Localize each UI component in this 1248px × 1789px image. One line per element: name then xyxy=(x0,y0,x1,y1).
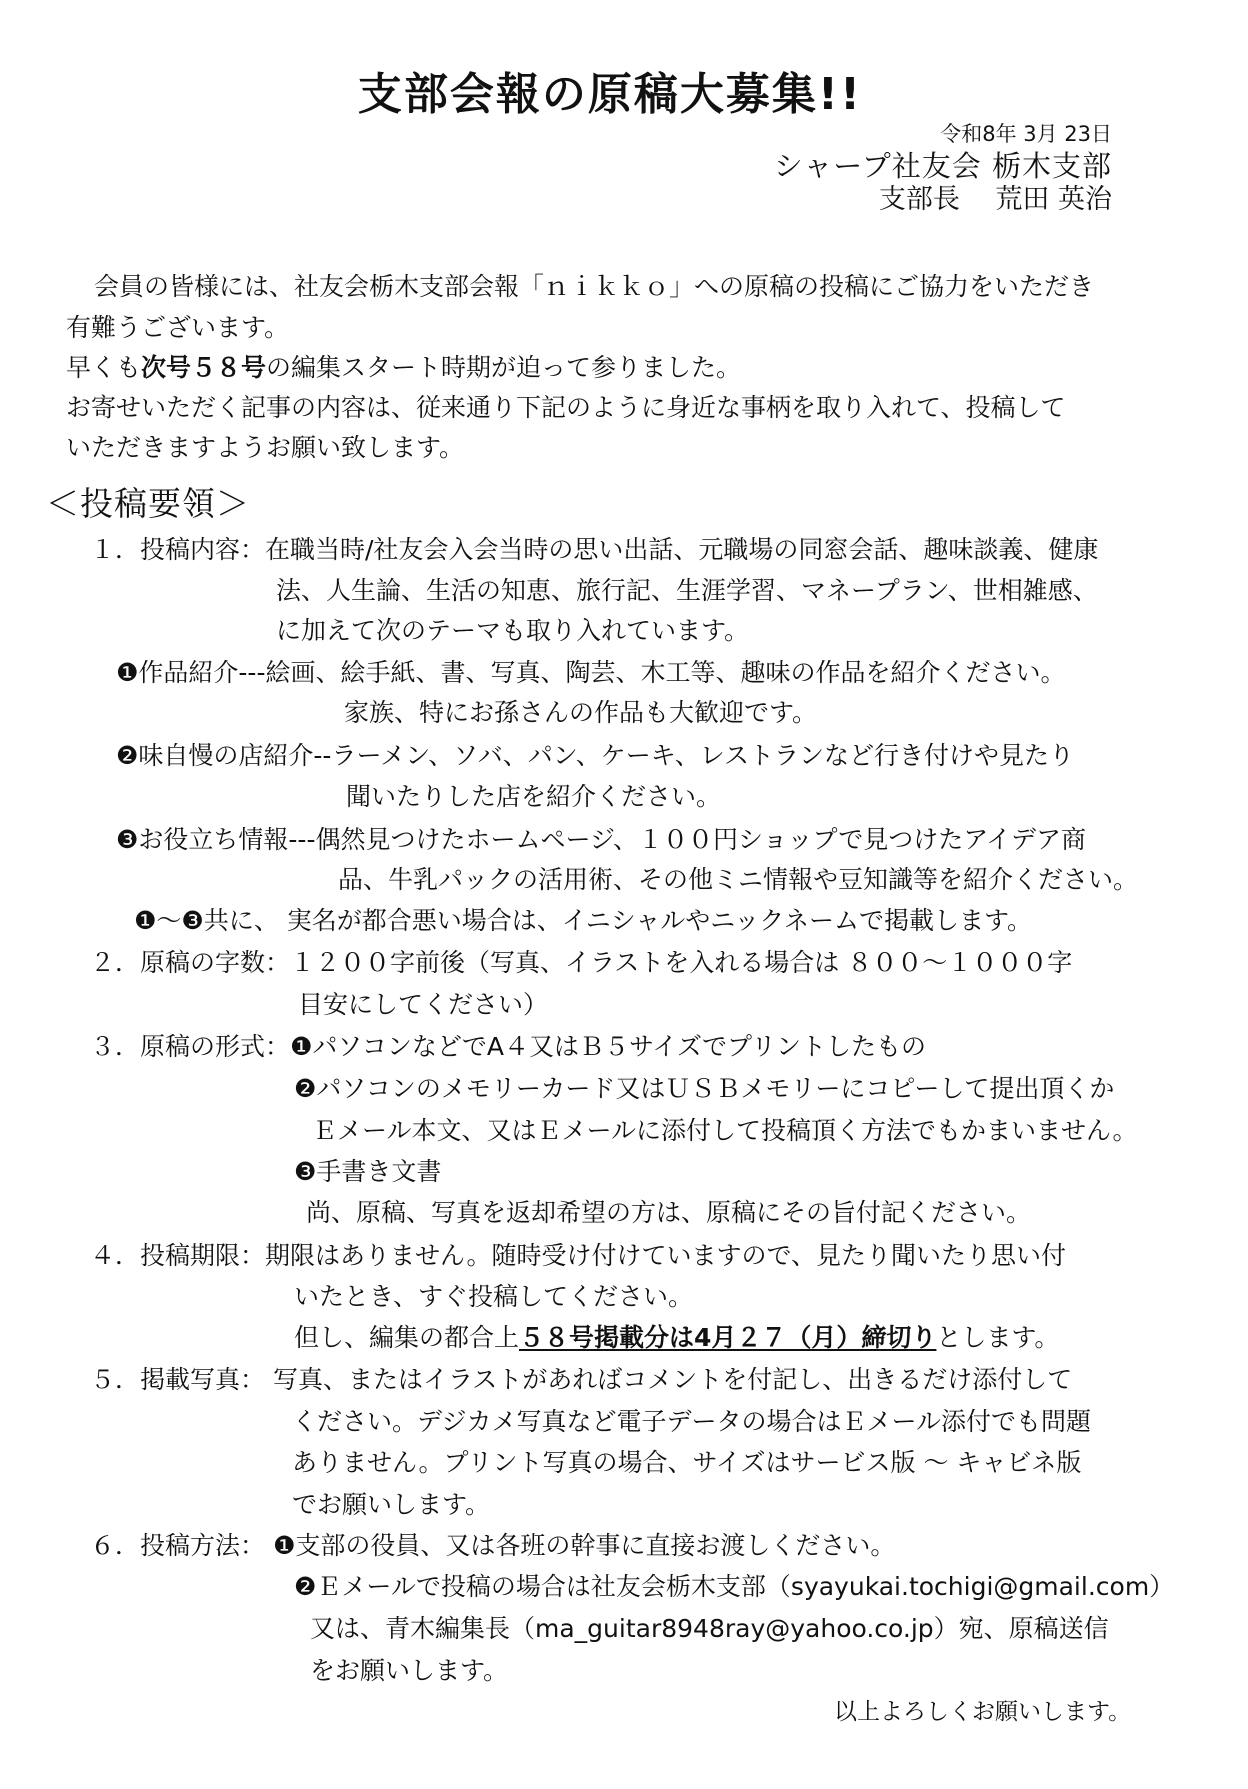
item2-line-2: 目安にしてください） xyxy=(298,990,549,1019)
item3-line-5: 尚、原稿、写真を返却希望の方は、原稿にその旨付記ください。 xyxy=(306,1198,1032,1227)
item5-line-1: ５．掲載写真： 写真、またはイラストがあればコメントを付記し、出きるだけ添付して xyxy=(90,1365,1073,1394)
intro-line-5: いただきますようお願い致します。 xyxy=(66,433,465,462)
item1-line-2: 法、人生論、生活の知恵、旅行記、生涯学習、マネープラン、世相雑感、 xyxy=(276,576,1098,605)
item3-line-2: ❷パソコンのメモリーカード又はＵＳＢメモリーにコピーして提出頂くか xyxy=(294,1074,1115,1103)
item1-line-3: に加えて次のテーマも取り入れています。 xyxy=(276,616,750,645)
item2-line-1: ２．原稿の字数：１２００字前後（写真、イラストを入れる場合は ８００～１０００字 xyxy=(90,948,1073,977)
page-title: 支部会報の原稿大募集!! xyxy=(357,69,863,120)
next-issue-highlight: 次号５８号 xyxy=(141,353,267,382)
intro-line-3-post: の編集スタート時期が迫って参りました。 xyxy=(266,353,742,382)
intro-line-2: 有難うございます。 xyxy=(66,313,290,342)
item6-line-3: 又は、青木編集長（ma_guitar8948ray@yahoo.co.jp）宛、原稿送信 xyxy=(310,1614,1109,1643)
item3-line-3: Ｅメール本文、又はＥメールに添付して投稿頂く方法でもかまいません。 xyxy=(312,1116,1138,1145)
item1-sub3-line-2: 品、牛乳パックの活用術、その他ミニ情報や豆知識等を紹介ください。 xyxy=(338,865,1139,894)
item1-sub1-line-2: 家族、特にお孫さんの作品も大歓迎です。 xyxy=(344,698,818,727)
item5-line-3: ありません。プリント写真の場合、サイズはサービス版 ～ キャビネ版 xyxy=(292,1448,1082,1477)
item1-line-1: １．投稿内容：在職当時/社友会入会当時の思い出話、元職場の同窓会話、趣味談義、健康 xyxy=(90,535,1099,564)
item4-line-1: ４．投稿期限：期限はありません。随時受け付けていますので、見たり聞いたり思い付 xyxy=(90,1241,1067,1270)
item3-line-1: ３．原稿の形式：❶パソコンなどでA４又はＢ５サイズでプリントしたもの xyxy=(90,1032,927,1061)
item6-line-4: をお願いします。 xyxy=(310,1656,509,1685)
closing-text: 以上よろしくお願いします。 xyxy=(834,1699,1132,1725)
item4-line-3-post: とします。 xyxy=(936,1323,1060,1352)
item4-line-3-pre: 但し、編集の都合上 xyxy=(294,1323,520,1352)
item1-note: ❶～❸共に、 実名が都合悪い場合は、イニシャルやニックネームで掲載します。 xyxy=(134,906,1033,935)
item5-line-4: でお願いします。 xyxy=(292,1490,491,1519)
item1-sub1-line-1: ❶作品紹介---絵画、絵手紙、書、写真、陶芸、木工等、趣味の作品を紹介ください。 xyxy=(116,658,1066,687)
item5-line-2: ください。デジカメ写真など電子データの場合はＥメール添付でも問題 xyxy=(292,1407,1092,1436)
item1-sub3-line-1: ❸お役立ち情報---偶然見つけたホームページ、１００円ショップで見つけたアイデア商 xyxy=(116,825,1086,854)
intro-line-3-pre: 早くも xyxy=(66,353,142,382)
item3-line-4: ❸手書き文書 xyxy=(294,1157,442,1186)
branch-head: 支部長 荒田 英治 xyxy=(878,184,1112,215)
item6-line-2: ❷Ｅメールで投稿の場合は社友会栃木支部（syayukai.tochigi@gmail.com） xyxy=(294,1572,1175,1601)
section-heading: ＜投稿要領＞ xyxy=(46,484,250,523)
intro-line-1: 会員の皆様には、社友会栃木支部会報「ｎｉｋｋｏ」への原稿の投稿にご協力をいただき xyxy=(94,272,1095,301)
item1-sub2-line-2: 聞いたりした店を紹介ください。 xyxy=(346,782,722,811)
intro-line-4: お寄せいただく記事の内容は、従来通り下記のように身近な事柄を取り入れて、投稿して xyxy=(66,393,1066,422)
intro-line-3 xyxy=(66,353,741,383)
item6-line-1: ６．投稿方法： ❶支部の役員、又は各班の幹事に直接お渡しください。 xyxy=(90,1531,896,1560)
deadline-highlight: ５８号掲載分は4月２７（月）締切り xyxy=(519,1323,937,1352)
date: 令和8年 3月 23日 xyxy=(940,122,1112,146)
item1-sub2-line-1: ❷味自慢の店紹介--ラーメン、ソバ、パン、ケーキ、レストランなど行き付けや見たり xyxy=(116,741,1074,770)
item4-line-3 xyxy=(294,1323,1059,1353)
item4-line-2: いたとき、すぐ投稿してください。 xyxy=(294,1282,694,1311)
organization: シャープ社友会 栃木支部 xyxy=(773,149,1112,183)
